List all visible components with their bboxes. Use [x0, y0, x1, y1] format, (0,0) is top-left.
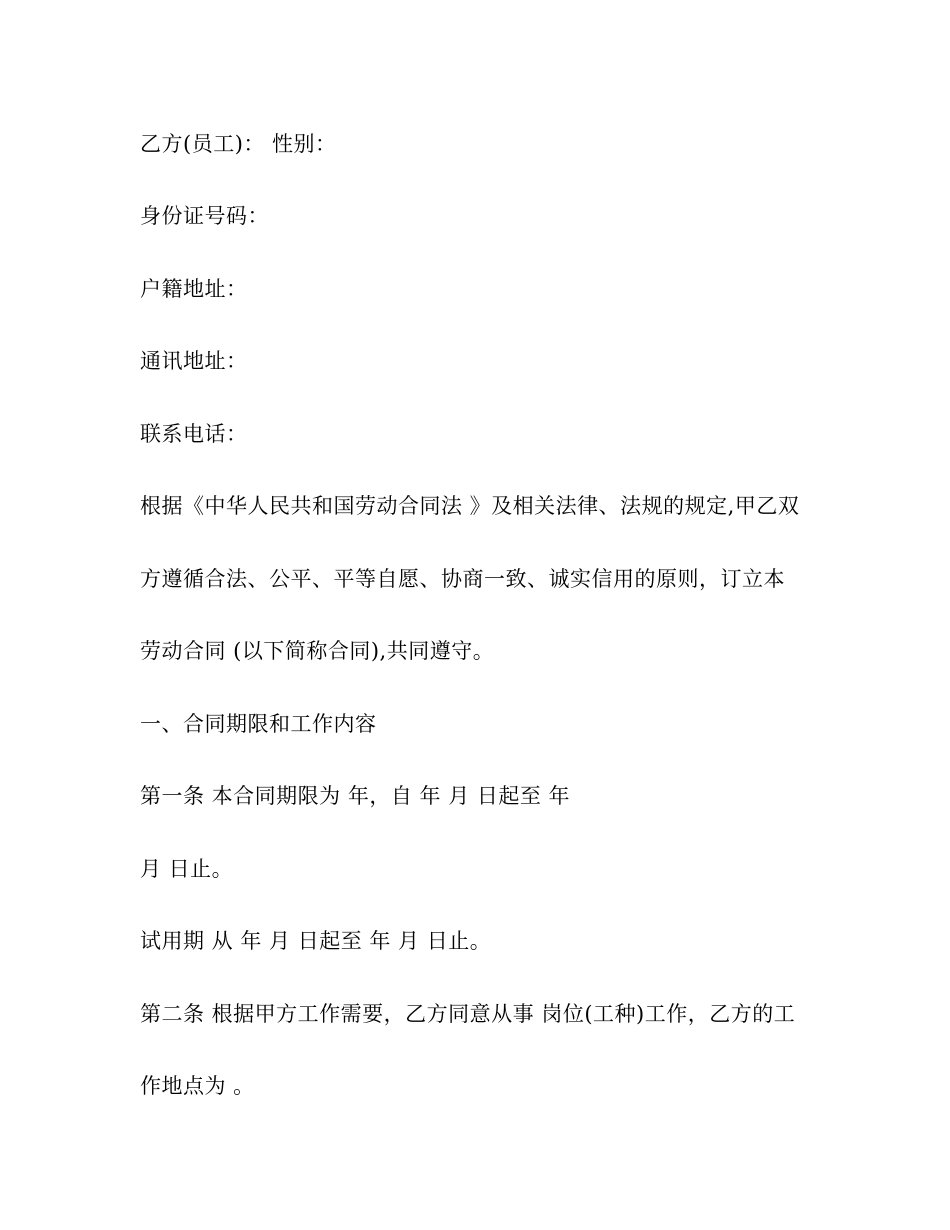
probation-period-line: 试用期 从 年 月 日起至 年 月 日止。	[140, 929, 492, 953]
preamble-line-3: 劳动合同 (以下简称合同),共同遵守。	[140, 639, 495, 663]
household-address-line: 户籍地址：	[140, 277, 248, 301]
preamble-line-1: 根据《中华人民共和国劳动合同法 》及相关法律、法规的规定,甲乙双	[140, 494, 800, 518]
section-heading-contract-term: 一、合同期限和工作内容	[140, 712, 377, 736]
preamble-line-2: 方遵循合法、公平、平等自愿、协商一致、诚实信用的原则，订立本	[140, 567, 785, 591]
party-b-employee-gender-line: 乙方(员工)： 性别：	[140, 132, 337, 156]
article-2-line-1: 第二条 根据甲方工作需要，乙方同意从事 岗位(工种)工作，乙方的工	[140, 1002, 796, 1026]
article-2-line-2: 作地点为 。	[140, 1074, 255, 1098]
id-number-line: 身份证号码：	[140, 204, 269, 228]
contact-phone-line: 联系电话：	[140, 422, 248, 446]
article-1-line-2: 月 日止。	[140, 857, 234, 881]
mailing-address-line: 通讯地址：	[140, 349, 248, 373]
article-1-line-1: 第一条 本合同期限为 年，自 年 月 日起至 年	[140, 784, 571, 808]
